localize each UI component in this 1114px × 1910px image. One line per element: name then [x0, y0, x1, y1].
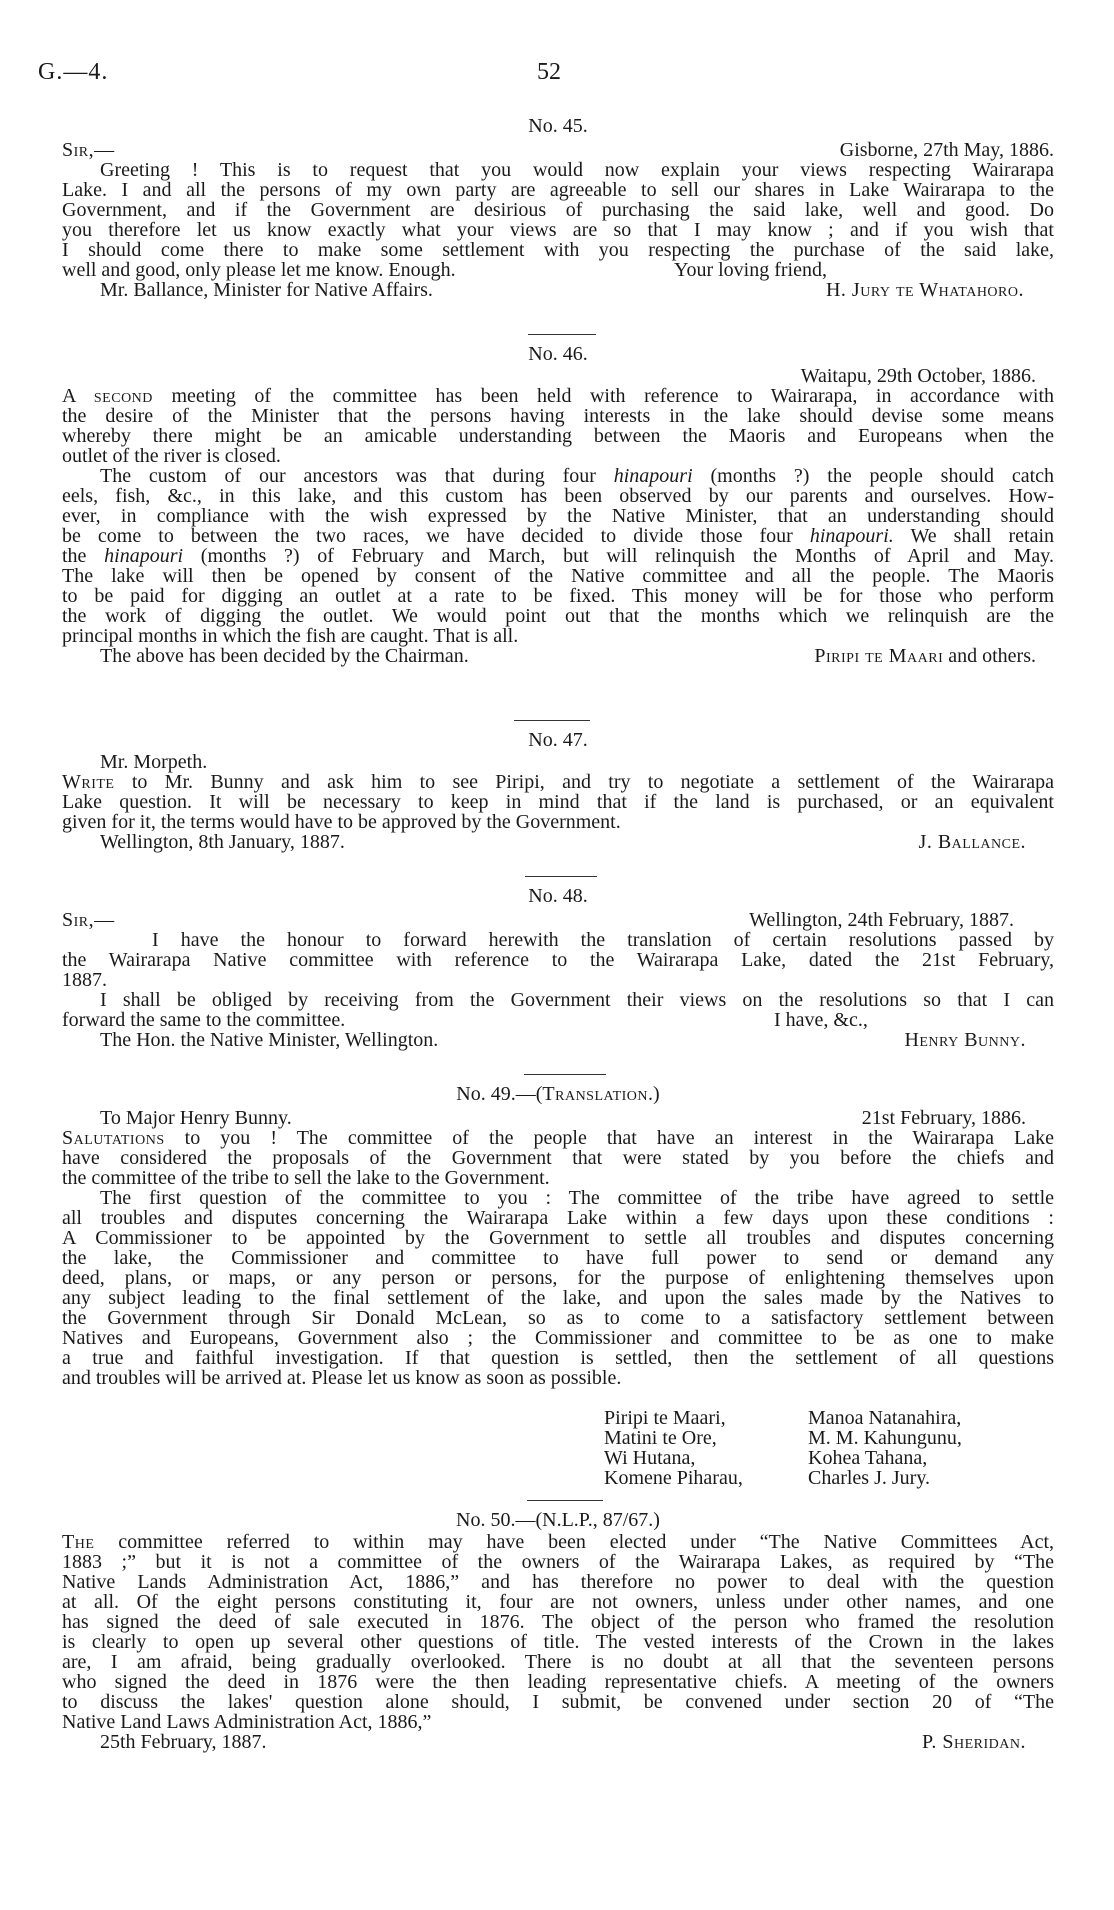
text-line: is clearly to open up several other questions of title. The vested interests of the Crown in the lakes [62, 1631, 1054, 1653]
page-number: 52 [537, 59, 561, 85]
heading-no-45: No. 45. [528, 115, 588, 137]
signature: J. Ballance. [918, 831, 1026, 853]
text-line: the Wairarapa Native committee with reference to the Wairarapa Lake, dated the 21st February, [62, 949, 1054, 971]
text-line: Greeting ! This is to request that you would now explain your views respecting Wairarapa [100, 159, 1054, 181]
addressee: To Major Henry Bunny. [100, 1107, 292, 1129]
text-line: The first question of the committee to you : The committee of the tribe have agreed to settle [100, 1187, 1054, 1209]
addressee: The Hon. the Native Minister, Wellington. [100, 1029, 439, 1051]
divider [514, 720, 590, 721]
text-line: I should come there to make some settlement with you respecting the purchase of the said lake, [62, 239, 1054, 261]
salutation-45 [62, 140, 1054, 160]
signatories-column-2 [808, 1408, 962, 1488]
text-line: the lake, the Commissioner and committee to have full power to send or demand any [62, 1247, 1054, 1269]
signatory: Komene Piharau, [604, 1467, 743, 1489]
closing: Your loving friend, [674, 259, 827, 281]
text-line: Native Land Laws Administration Act, 1886,” [62, 1711, 432, 1733]
text-line: be come to between the two races, we have decided to divide those four hinapouri. We shall retain [62, 525, 1055, 547]
salutation: Sir,— [62, 909, 115, 931]
text-line: are, I am afraid, being gradually overlooked. There is no doubt at all that the seventeen persons [62, 1651, 1054, 1673]
signatory: Piripi te Maari, [604, 1407, 726, 1429]
text-line: you therefore let us know exactly what your views are so that I may know ; and if you wish that [62, 219, 1054, 241]
text-line: principal months in which the fish are caught. That is all. [62, 625, 519, 647]
heading-no-50: No. 50.—(N.L.P., 87/67.) [456, 1509, 660, 1531]
signatory: Kohea Tahana, [808, 1447, 928, 1469]
text-line: Native Lands Administration Act, 1886,” and has therefore no power to deal with the question [62, 1571, 1054, 1593]
text-line: I have the honour to forward herewith the translation of certain resolutions passed by [152, 929, 1054, 951]
text-line: the Government through Sir Donald McLean, so as to come to a satisfactory settlement between [62, 1307, 1054, 1329]
place-date: Wellington, 24th February, 1887. [749, 909, 1014, 931]
text-line: Government, and if the Government are desirious of purchasing the said lake, well and good. Do [62, 199, 1054, 221]
heading-no-49: No. 49.—(Translation.) [456, 1083, 660, 1105]
signature: Piripi te Maari and others. [814, 645, 1036, 667]
addressee: Mr. Morpeth. [100, 751, 208, 773]
place-date: Wellington, 8th January, 1887. [100, 831, 345, 853]
text-line: whereby there might be an amicable understanding between the Maoris and Europeans when the [62, 425, 1054, 447]
text-line: The above has been decided by the Chairman. [100, 645, 469, 667]
place-date: Waitapu, 29th October, 1886. [800, 365, 1036, 387]
text-line: the hinapouri (months ?) of February and March, but will relinquish the Months of April and May. [62, 545, 1055, 567]
text-line: 1887. [62, 969, 107, 991]
heading-no-46: No. 46. [528, 343, 588, 365]
date: 21st February, 1886. [861, 1107, 1026, 1129]
date: 25th February, 1887. [100, 1731, 267, 1753]
text-line: a true and faithful investigation. If that question is settled, then the settlement of all questions [62, 1347, 1054, 1369]
text-line: well and good, only please let me know. Enough. [62, 259, 456, 281]
text-line: to be paid for digging an outlet at a rate to be fixed. This money will be for those who perform [62, 585, 1054, 607]
text-line: any subject leading to the final settlement of the lake, and upon the sales made by the Natives to [62, 1287, 1054, 1309]
signature: P. Sheridan. [921, 1731, 1026, 1753]
text-line: Lake. I and all the persons of my own party are agreeable to sell our shares in Lake Wairarapa to the [62, 179, 1054, 201]
heading-no-48: No. 48. [528, 885, 588, 907]
letter-body-48 [62, 910, 1054, 1050]
text-line: who signed the deed in 1876 were the then leading representative chiefs. A meeting of the owners [62, 1671, 1054, 1693]
text-line: Salutations to you ! The committee of the people that have an interest in the Wairarapa Lake [62, 1127, 1055, 1149]
text-line: forward the same to the committee. [62, 1009, 346, 1031]
series-code: G.—4. [38, 59, 109, 85]
signatory: M. M. Kahungunu, [808, 1427, 962, 1449]
signatory: Charles J. Jury. [808, 1467, 931, 1489]
text-line: the work of digging the outlet. We would point out that the months which we relinquish are the [62, 605, 1054, 627]
text-line: the desire of the Minister that the persons having interests in the lake should devise some means [62, 405, 1054, 427]
divider [528, 334, 596, 335]
text-line: Natives and Europeans, Government also ; the Commissioner and committee to be as one to make [62, 1327, 1054, 1349]
place-date: Gisborne, 27th May, 1886. [839, 139, 1054, 161]
divider [524, 1074, 606, 1075]
letter-body-49 [62, 1108, 1054, 1388]
salutation: Sir,— [62, 139, 115, 161]
text-line: eels, fish, &c., in this lake, and this custom has been observed by our parents and ourselves. How- [62, 485, 1054, 507]
heading-no-47: No. 47. [528, 729, 588, 751]
letter-body-46 [62, 366, 1054, 666]
text-line: The committee referred to within may have been elected under “The Native Committees Act, [62, 1531, 1055, 1553]
text-line: has signed the deed of sale executed in 1876. The object of the person who framed the resolution [62, 1611, 1054, 1633]
signatory: Manoa Natanahira, [808, 1407, 962, 1429]
letter-body-45 [62, 160, 1054, 300]
signature: Henry Bunny. [904, 1029, 1026, 1051]
closing: I have, &c., [774, 1009, 868, 1031]
text-line: 1883 ;” but it is not a committee of the owners of the Wairarapa Lakes, as required by “The [62, 1551, 1054, 1573]
letter-body-47 [62, 752, 1054, 852]
text-line: given for it, the terms would have to be approved by the Government. [62, 811, 621, 833]
text-line: The custom of our ancestors was that during four hinapouri (months ?) the people should catch [100, 465, 1055, 487]
text-line: outlet of the river is closed. [62, 445, 281, 467]
text-line: at all. Of the eight persons constituting it, four are not owners, unless under other names, and one [62, 1591, 1054, 1613]
signatories-column-1 [604, 1408, 743, 1488]
text-line: Write to Mr. Bunny and ask him to see Piripi, and try to negotiate a settlement of the Wairarapa [62, 771, 1055, 793]
text-line: all troubles and disputes concerning the Wairarapa Lake within a few days upon these conditions : [62, 1207, 1054, 1229]
signature: H. Jury te Whatahoro. [825, 279, 1024, 301]
text-line: to discuss the lakes' question alone should, I submit, be convened under section 20 of “The [62, 1691, 1054, 1713]
text-line: Lake question. It will be necessary to keep in mind that if the land is purchased, or an equivalent [62, 791, 1054, 813]
text-line: A second meeting of the committee has been held with reference to Wairarapa, in accordance with [62, 385, 1055, 407]
text-line: The lake will then be opened by consent of the Native committee and all the people. The Maoris [62, 565, 1054, 587]
text-line: deed, plans, or maps, or any person or persons, for the purpose of enlightening themselves upon [62, 1267, 1054, 1289]
divider [525, 876, 597, 877]
text-line: I shall be obliged by receiving from the Government their views on the resolutions so that I can [100, 989, 1054, 1011]
addressee: Mr. Ballance, Minister for Native Affairs. [100, 279, 433, 301]
text-line: have considered the proposals of the Government that were stated by you before the chiefs and [62, 1147, 1054, 1169]
signatory: Wi Hutana, [604, 1447, 696, 1469]
divider [527, 1500, 603, 1501]
text-line: ever, in compliance with the wish expressed by the Native Minister, that an understanding should [62, 505, 1054, 527]
text-line: A Commissioner to be appointed by the Government to settle all troubles and disputes concerning [62, 1227, 1054, 1249]
text-line: and troubles will be arrived at. Please let us know as soon as possible. [62, 1367, 622, 1389]
signatory: Matini te Ore, [604, 1427, 717, 1449]
minute-body-50 [62, 1532, 1054, 1752]
text-line: the committee of the tribe to sell the lake to the Government. [62, 1167, 550, 1189]
